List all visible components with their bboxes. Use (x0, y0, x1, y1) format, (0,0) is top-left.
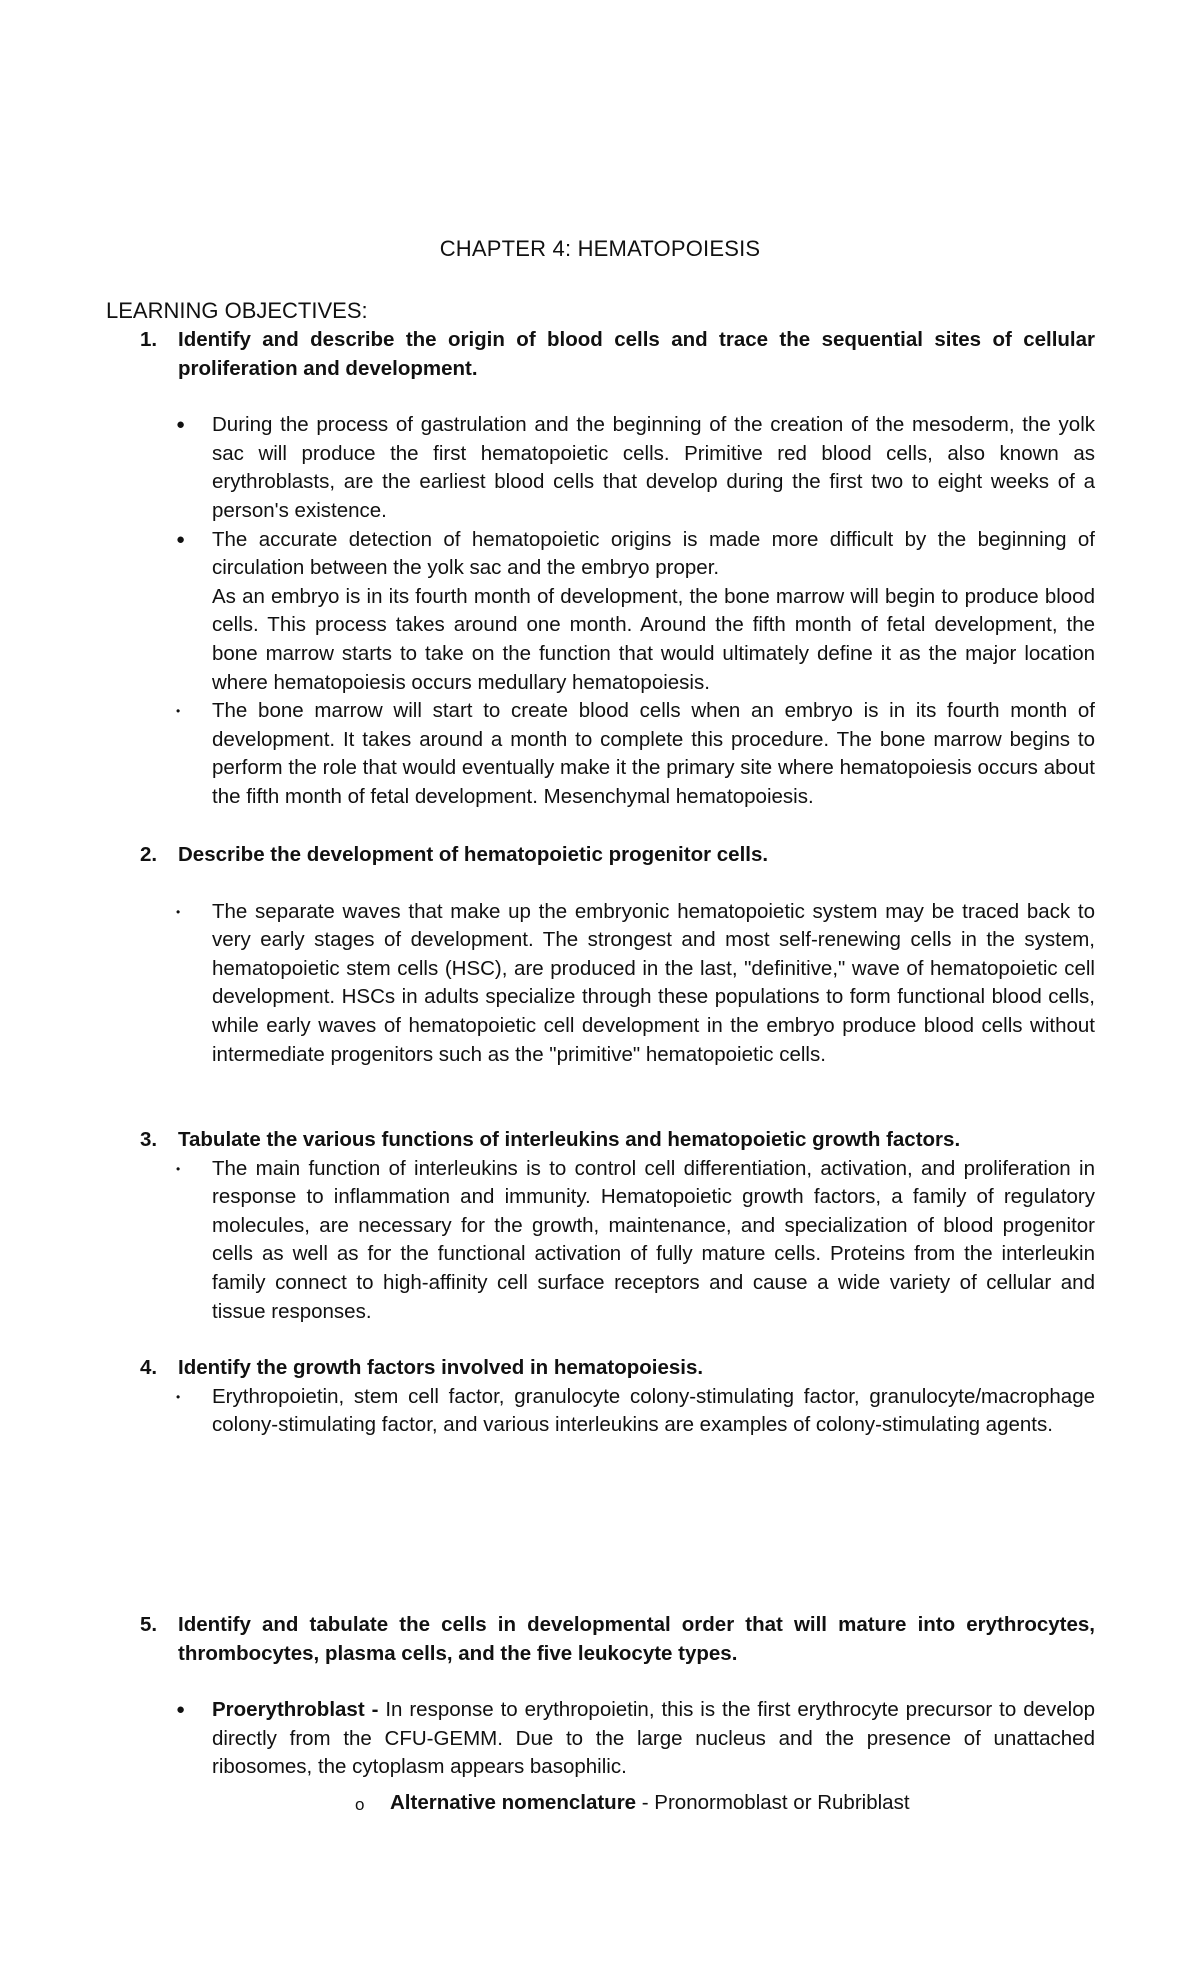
bullet-list (140, 1155, 1095, 1327)
sub-text: - Pronormoblast or Rubriblast (636, 1790, 910, 1814)
bullet-term: Proerythroblast - (212, 1698, 379, 1722)
bullet-list (140, 1383, 1095, 1440)
objective-heading-text: Identify and describe the origin of blood cells and trace the sequential sites of cellular proliferation and development. (178, 328, 1095, 380)
bullet-list (140, 411, 1095, 583)
bullet-text: In response to erythropoietin, this is the first erythrocyte precursor to develop directly from the CFU-GEMM. Due to the large nucleus and the presence of unattached ribosomes, the cytoplasm appears basophilic. (212, 1698, 1095, 1779)
objective-heading-text: Identify the growth factors involved in hematopoiesis. (178, 1356, 704, 1379)
objective-number: 1. (140, 328, 158, 351)
bullet-icon: • (176, 704, 181, 719)
list-item (140, 1383, 1095, 1440)
continuation-paragraph: As an embryo is in its fourth month of development, the bone marrow will begin to produce blood cells. This process takes around one month. Around the fifth month of fetal development, the bone marrow starts to take on the function that would ultimately define it as the major location where hematopoiesis occurs medullary hematopoiesis. (212, 584, 1095, 694)
objective-heading (140, 326, 1095, 383)
list-item (140, 1155, 1095, 1327)
bullet-icon: ● (176, 416, 186, 434)
bullet-icon: • (176, 1389, 181, 1404)
objective-5 (140, 1611, 1095, 1818)
list-item (140, 898, 1095, 1070)
objective-2 (140, 841, 1095, 1069)
bullet-icon: • (176, 904, 181, 919)
objective-heading (140, 1126, 1095, 1155)
objective-number: 4. (140, 1356, 158, 1379)
bullet-text: Erythropoietin, stem cell factor, granulocyte colony-stimulating factor, granulocyte/macrophage colony-stimulating factor, and various interleukins are examples of colony-stimulating agents. (212, 1384, 1095, 1437)
list-item (140, 526, 1095, 583)
list-item (140, 411, 1095, 525)
bullet-text: The bone marrow will start to create blood cells when an embryo is in its fourth month of development. It takes around a month to complete this procedure. The bone marrow begins to perform the role that would eventually make it the primary site where hematopoiesis occurs about the fifth month of fetal development. Mesenchymal hematopoiesis. (212, 699, 1095, 808)
objective-number: 5. (140, 1613, 158, 1636)
list-item (140, 697, 1095, 811)
bullet-text: The separate waves that make up the embryonic hematopoietic system may be traced back to very early stages of development. The strongest and most self-renewing cells in the system, hematopoietic stem cells (HSC), are produced in the last, "definitive," wave of hematopoietic cell development. HSCs in adults specialize through these populations to form functional blood cells, while early waves of hematopoietic cell development in the embryo produce blood cells without intermediate progenitors such as the "primitive" hematopoietic cells. (212, 899, 1095, 1066)
bullet-list (140, 697, 1095, 811)
bullet-icon: • (176, 1161, 181, 1176)
objective-heading-text: Identify and tabulate the cells in developmental order that will mature into erythrocytes, thrombocytes, plasma cells, and the five leukocyte types. (178, 1613, 1095, 1665)
learning-objectives-heading: LEARNING OBJECTIVES: (106, 298, 368, 323)
chapter-title: CHAPTER 4: HEMATOPOIESIS (439, 236, 761, 261)
objective-heading (140, 1611, 1095, 1668)
objective-heading-text: Describe the development of hematopoietic progenitor cells. (178, 843, 769, 866)
objective-4 (140, 1354, 1095, 1440)
objective-heading (140, 1354, 1095, 1383)
objective-number: 2. (140, 843, 158, 866)
objective-3 (140, 1126, 1095, 1326)
sub-term: Alternative nomenclature (390, 1790, 637, 1814)
bullet-text: The accurate detection of hematopoietic origins is made more difficult by the beginning of circulation between the yolk sac and the embryo proper. (212, 527, 1095, 580)
list-item (140, 1696, 1095, 1782)
bullet-icon: ● (176, 1701, 186, 1719)
objective-heading-text: Tabulate the various functions of interleukins and hematopoietic growth factors. (178, 1128, 961, 1151)
objective-heading (140, 841, 1095, 870)
bullet-text: During the process of gastrulation and the beginning of the creation of the mesoderm, the yolk sac will produce the first hematopoietic cells. Primitive red blood cells, also known as erythroblasts, are the earliest blood cells that develop during the first two to eight weeks of a person's existence. (212, 413, 1095, 522)
bullet-list (140, 1696, 1095, 1782)
circle-bullet-icon: o (355, 1794, 365, 1814)
bullet-text: The main function of interleukins is to control cell differentiation, activation, and proliferation in response to inflammation and immunity. Hematopoietic growth factors, a family of regulatory molecules, are necessary for the growth, maintenance, and specialization of blood progenitor cells as well as for the functional activation of fully mature cells. Proteins from the interleukin family connect to high-affinity cell surface receptors and cause a wide variety of cellular and tissue responses. (212, 1156, 1095, 1323)
bullet-icon: ● (176, 530, 186, 548)
objective-number: 3. (140, 1128, 158, 1151)
objective-1 (140, 326, 1095, 812)
bullet-list (140, 898, 1095, 1070)
sub-list-item (140, 1789, 1095, 1818)
